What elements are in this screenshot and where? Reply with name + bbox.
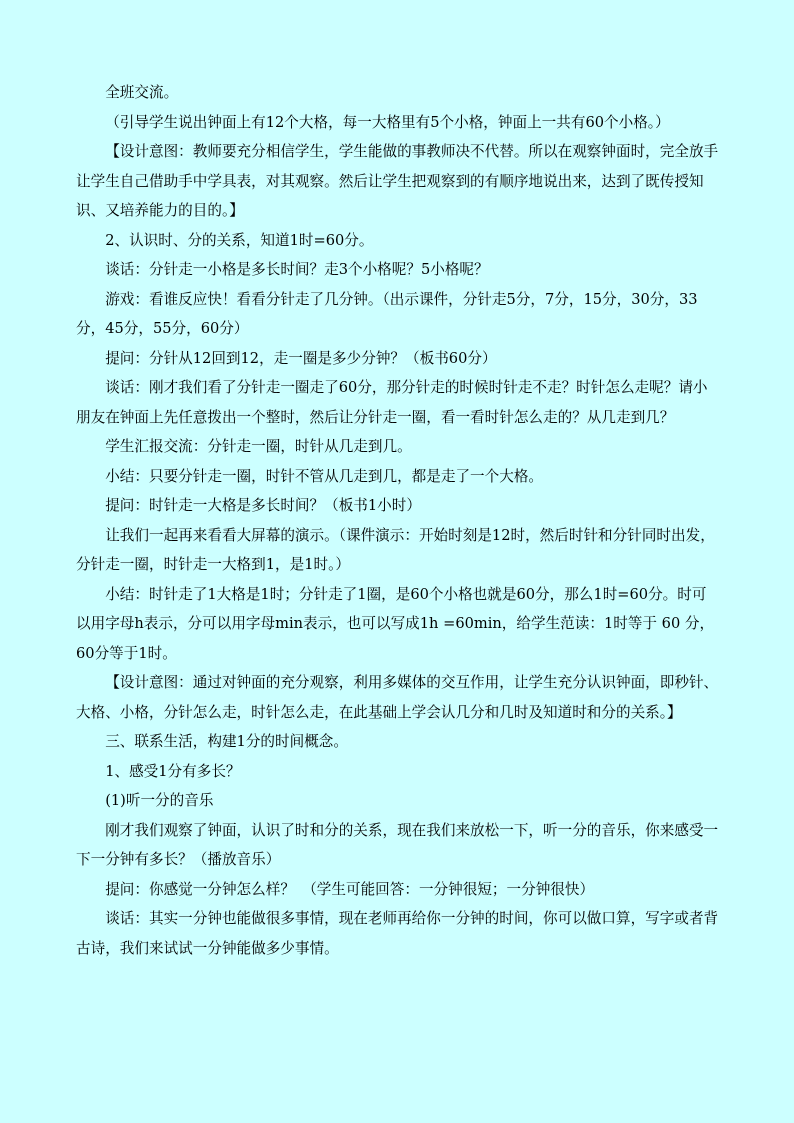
paragraph-student-report: 学生汇报交流：分针走一圈，时针从几走到几。 [105,438,412,455]
paragraph-talk-one-minute: 谈话：其实一分钟也能做很多事情，现在老师再给你一分钟的时间，你可以做口算，写字或者背古诗，我们来试试一分钟能做多少事情。 [76,910,719,957]
paragraph-design-intent-1: 【设计意图：教师要充分相信学生，学生能做的事教师决不代替。所以在观察钟面时，完全放手让学生自己借助手中学具表，对其观察。然后让学生把观察到的有顺序地说出来，达到了既传授知识、又培养能力的目的。】 [76,143,719,219]
paragraph-feel-one-minute: 1、感受1分有多长？ [105,762,241,780]
paragraph-question-big-grid: 提问：时针走一大格是多长时间？（板书1小时） [105,497,421,514]
paragraph-class-discussion: 全班交流。 [105,84,179,101]
paragraph-section-hour-minute: 2、认识时、分的关系，知道1时=60分。 [105,231,374,249]
paragraph-question-feel: 提问：你感觉一分钟怎么样？ （学生可能回答：一分钟很短；一分钟很快） [105,880,595,898]
paragraph-section-three: 三、联系生活，构建1分的时间概念。 [105,733,348,750]
paragraph-design-intent-2: 【设计意图：通过对钟面的充分观察，利用多媒体的交互作用，让学生充分认识钟面，即秒针、大格、小格，分针怎么走，时针怎么走，在此基础上学会认几分和几时及知道时和分的关系。】 [76,674,719,721]
paragraph-guide-clock-grid: （引导学生说出钟面上有12个大格，每一大格里有5个小格，钟面上一共有60个小格。） [105,113,670,131]
paragraph-summary-1: 小结：只要分针走一圈，时针不管从几走到几，都是走了一个大格。 [105,467,544,485]
paragraph-question-full-circle: 提问：分针从12回到12，走一圈是多少分钟？（板书60分） [105,349,497,367]
paragraph-relax-music: 刚才我们观察了钟面，认识了时和分的关系，现在我们来放松一下，听一分的音乐，你来感受一下一分钟有多长？（播放音乐） [76,821,719,868]
paragraph-game: 游戏：看谁反应快！看看分针走了几分钟。（出示课件，分针走5分，7分，15分，30分，33分，45分，55分，60分） [76,290,698,337]
paragraph-summary-2: 小结：时针走了1大格是1时；分针走了1圈，是60个小格也就是60分，那么1时=60分。时可以用字母h表示，分可以用字母min表示，也可以写成1h =60min，给学生范读：1时等于 60 分，60分等于1时。 [76,585,715,662]
paragraph-listen-music: (1)听一分的音乐 [105,792,214,809]
paragraph-screen-demo: 让我们一起再来看看大屏幕的演示。（课件演示：开始时刻是12时，然后时针和分针同时出发，分针走一圈，时针走一大格到1，是1时。） [76,526,715,573]
paragraph-talk-hour-hand: 谈话：刚才我们看了分针走一圈走了60分，那分针走的时候时针走不走？时针怎么走呢？请小朋友在钟面上先任意拨出一个整时，然后让分针走一圈，看一看时针怎么走的？从几走到几？ [76,379,708,426]
paragraph-talk-small-grid: 谈话：分针走一小格是多长时间？走3个小格呢？5小格呢？ [105,261,489,278]
document-page [76,78,721,963]
